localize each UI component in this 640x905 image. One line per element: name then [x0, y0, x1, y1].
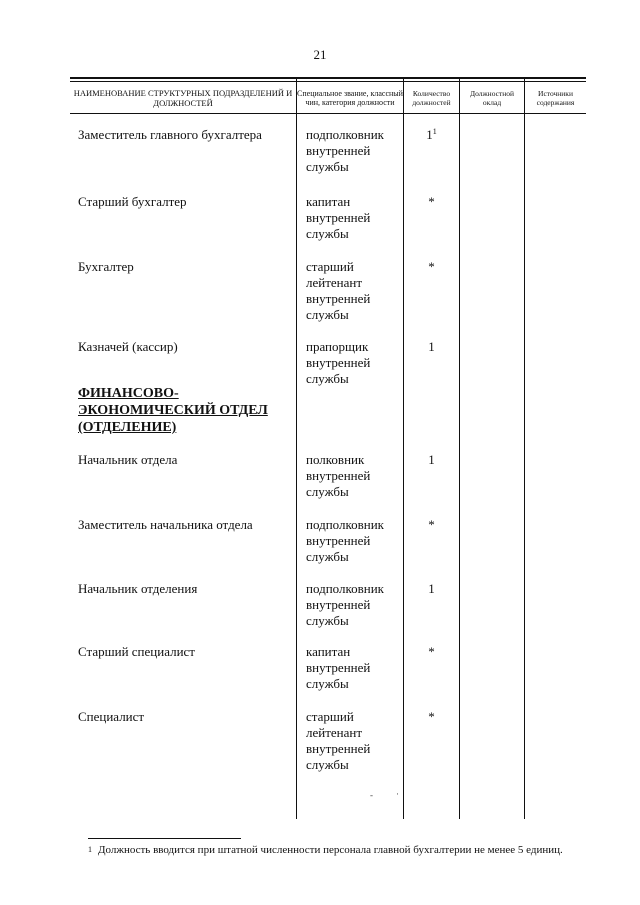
header-sources: Источники содержания [536, 88, 575, 107]
position-rank: старший лейтенант внутренней службы [306, 259, 371, 322]
position-quantity: * [428, 644, 435, 659]
position-name: Начальник отделения [78, 581, 198, 596]
position-quantity: 1 [428, 581, 435, 596]
table-top-rule [70, 77, 586, 79]
position-quantity: * [428, 259, 435, 274]
position-rank: подполковник внутренней службы [306, 127, 384, 174]
position-name: Специалист [78, 709, 145, 724]
position-rank: капитан внутренней службы [306, 194, 371, 241]
position-rank: подполковник внутренней службы [306, 581, 384, 628]
position-name: Старший бухгалтер [78, 194, 187, 209]
position-rank: прапорщик внутренней службы [306, 339, 371, 386]
position-rank: полковник внутренней службы [306, 452, 371, 499]
footnote-text: Должность вводится при штатной численности персонала главной бухгалтерии не менее 5 единиц. [98, 844, 563, 856]
header-salary: Должностной оклад [469, 88, 515, 107]
quantity-value: 1 [426, 127, 433, 142]
position-rank: старший лейтенант внутренней службы [306, 709, 371, 772]
position-name: Старший специалист [78, 644, 195, 659]
position-name: Начальник отдела [78, 452, 178, 467]
header-bottom-rule [70, 113, 586, 114]
position-quantity: * [428, 517, 435, 532]
column-divider [524, 77, 525, 819]
position-name: Заместитель главного бухгалтера [78, 127, 262, 142]
page-number: 21 [313, 47, 327, 62]
header-structure: НАИМЕНОВАНИЕ СТРУКТУРНЫХ ПОДРАЗДЕЛЕНИЙ И ДОЛЖНОСТЕЙ [73, 87, 293, 108]
column-divider [296, 77, 297, 819]
position-quantity: * [428, 709, 435, 724]
position-name: Казначей (кассир) [78, 339, 178, 354]
position-quantity: 1 [428, 339, 435, 354]
header-rank: Специальное звание, классный чин, категория должности [297, 88, 403, 107]
column-divider [459, 77, 460, 819]
footnote [88, 843, 596, 857]
position-quantity: * [428, 194, 435, 209]
footnote-mark: 1 [88, 845, 92, 854]
column-divider [403, 77, 404, 819]
position-rank: подполковник внутренней службы [306, 517, 384, 564]
footnote-rule [88, 838, 241, 839]
stray-mark: - [370, 790, 373, 800]
position-name: Заместитель начальника отдела [78, 517, 253, 532]
position-rank: капитан внутренней службы [306, 644, 371, 691]
position-name: Бухгалтер [78, 259, 134, 274]
footnote-ref: 1 [432, 127, 437, 136]
staff-table [70, 77, 586, 819]
section-heading: ФИНАНСОВО-ЭКОНОМИЧЕСКИЙ ОТДЕЛ (ОТДЕЛЕНИЕ) [78, 386, 268, 435]
position-quantity: 1 [428, 452, 435, 467]
stray-mark: · [396, 789, 399, 799]
position-quantity [404, 127, 459, 143]
header-quantity: Количество должностей [412, 88, 451, 107]
